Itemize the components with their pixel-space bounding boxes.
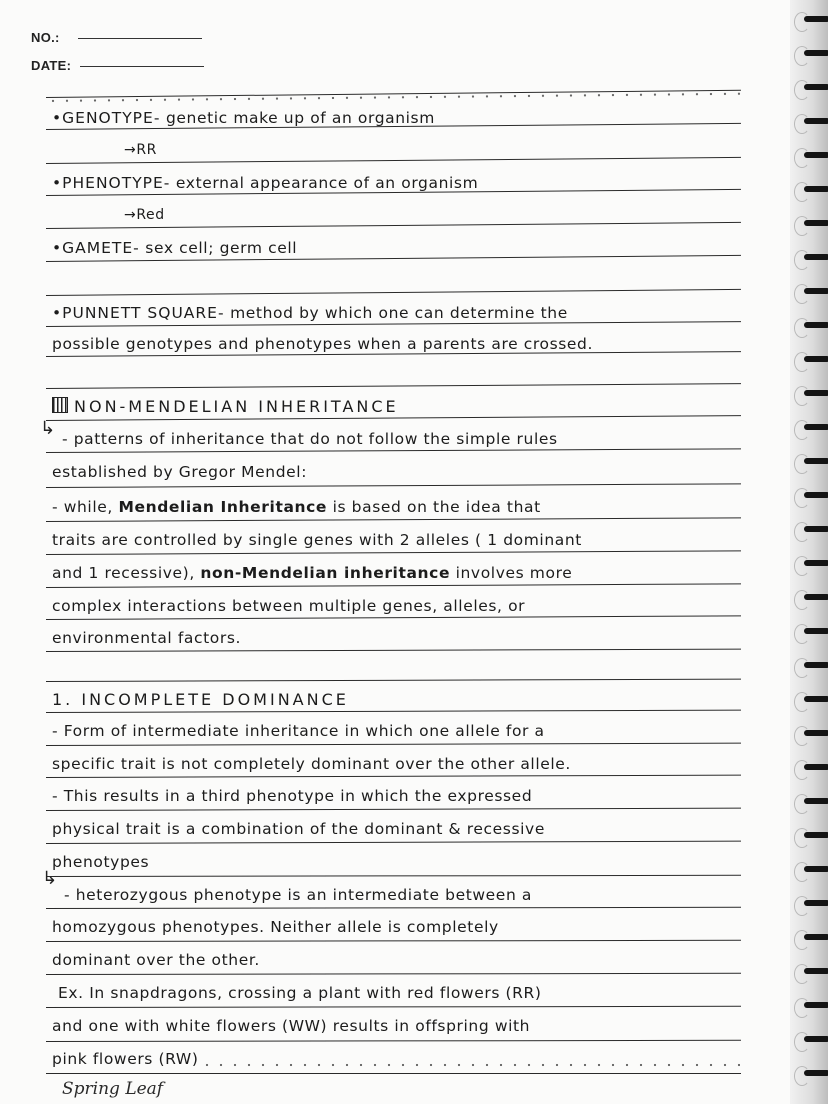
incomplete-dominance-line-6: - heterozygous phenotype is an intermediate between a [64,886,532,904]
roman-numeral-three-icon [52,397,68,413]
punnett-square-definition: •PUNNETT SQUARE- method by which one can determine the [52,304,568,322]
non-mendelian-line-5: and 1 recessive), non-Mendelian inheritance involves more [52,564,573,582]
non-mendelian-line-2: established by Gregor Mendel: [52,463,308,481]
non-mendelian-line-7: environmental factors. [52,629,242,647]
incomplete-dominance-line-2: specific trait is not completely dominant over the other allele. [52,755,571,773]
number-field-line [78,38,202,39]
example-snapdragons-line-3: pink flowers (RW) [52,1050,199,1068]
section-heading-non-mendelian: NON-MENDELIAN INHERITANCE [52,396,742,418]
incomplete-dominance-line-4: physical trait is a combination of the dominant & recessive [52,820,545,838]
example-snapdragons-line-1: Ex. In snapdragons, crossing a plant with red flowers (RR) [58,984,542,1002]
curved-arrow-icon: ↳ [42,868,58,889]
section-heading-incomplete-dominance: 1. INCOMPLETE DOMINANCE [52,690,349,709]
punnett-square-definition-cont: possible genotypes and phenotypes when a parents are crossed. [52,335,594,353]
incomplete-dominance-line-1: - Form of intermediate inheritance in which one allele for a [52,722,545,740]
incomplete-dominance-line-5: phenotypes [52,853,150,871]
non-mendelian-line-6: complex interactions between multiple genes, alleles, or [52,597,526,615]
phenotype-example: →Red [124,207,165,223]
example-snapdragons-line-2: and one with white flowers (WW) results in offspring with [52,1017,531,1035]
spiral-binding [790,0,828,1104]
gamete-definition: •GAMETE- sex cell; germ cell [52,239,298,257]
date-field-line [80,66,204,67]
genotype-definition: •GENOTYPE- genetic make up of an organism [52,109,435,127]
incomplete-dominance-line-7: homozygous phenotypes. Neither allele is completely [52,918,499,936]
number-label: NO.: [31,30,60,45]
genotype-example: →RR [124,142,157,158]
non-mendelian-line-3: - while, Mendelian Inheritance is based on the idea that [52,498,541,516]
incomplete-dominance-line-8: dominant over the other. [52,951,260,969]
phenotype-definition: •PHENOTYPE- external appearance of an organism [52,174,479,192]
curved-arrow-icon: ↳ [40,418,56,439]
incomplete-dominance-line-3: - This results in a third phenotype in which the expressed [52,787,533,805]
notebook-brand: Spring Leaf [62,1079,164,1099]
non-mendelian-line-1: - patterns of inheritance that do not follow the simple rules [62,430,558,448]
non-mendelian-line-4: traits are controlled by single genes with 2 alleles ( 1 dominant [52,531,582,549]
date-label: DATE: [31,58,72,73]
